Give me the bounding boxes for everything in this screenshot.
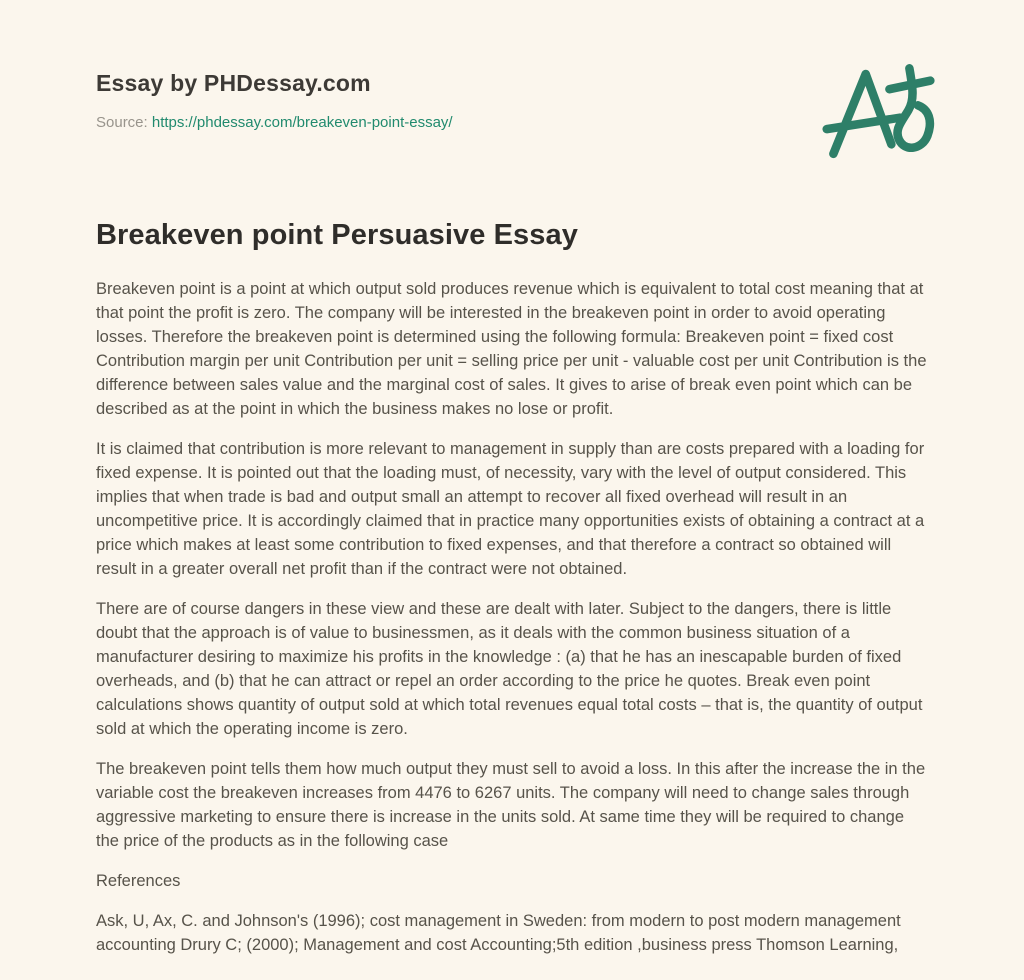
site-title: Essay by PHDessay.com xyxy=(96,70,371,96)
references-paragraph: Ask, U, Ax, C. and Johnson's (1996); cost management in Sweden: from modern to post modern management accounting Drury C; (2000); Management and cost Accounting;5th edition ,business press Thomson Learning, xyxy=(96,912,901,954)
references-heading: References xyxy=(96,872,181,890)
essay-body xyxy=(96,277,928,957)
a-plus-logo-icon xyxy=(822,62,936,162)
source-line xyxy=(96,114,928,131)
essay-paragraph: There are of course dangers in these view and these are dealt with later. Subject to the dangers, there is little doubt that the approach is of value to businessmen, as it deals with the common business situation of a manufacturer desiring to maximize his profits in the knowledge : (a) that he has an inescapable burden of fixed overheads, and (b) that he can attract or repel an order according to the price he quotes. Break even point calculations shows quantity of output sold at which total revenues equal total costs – that is, the quantity of output sold at which the operating income is zero. xyxy=(96,600,923,738)
source-label: Source: xyxy=(96,114,148,131)
essay-paragraph: It is claimed that contribution is more relevant to management in supply than are costs prepared with a loading for fixed expense. It is pointed out that the loading must, of necessity, vary with the level of output considered. This implies that when trade is bad and output small an attempt to recover all fixed overhead will result in an uncompetitive price. It is accordingly claimed that in practice many opportunities exists of obtaining a contract at a price which makes at least some contribution to fixed expenses, and that therefore a contract so obtained will result in a greater overall net profit than if the contract were not obtained. xyxy=(96,440,925,578)
essay-title: Breakeven point Persuasive Essay xyxy=(96,219,578,251)
source-url-link[interactable]: https://phdessay.com/breakeven-point-essay/ xyxy=(151,114,453,131)
essay-paragraph: The breakeven point tells them how much output they must sell to avoid a loss. In this after the increase the in the variable cost the breakeven increases from 4476 to 6267 units. The company will need to change sales through aggressive marketing to ensure there is increase in the units sold. At same time they will be required to change the price of the products as in the following case xyxy=(96,760,926,850)
essay-paragraph: Breakeven point is a point at which output sold produces revenue which is equivalent to total cost meaning that at that point the profit is zero. The company will be interested in the breakeven point in order to avoid operating losses. Therefore the breakeven point is determined using the following formula: Breakeven point = fixed cost Contribution margin per unit Contribution per unit = selling price per unit - valuable cost per unit Contribution is the difference between sales value and the marginal cost of sales. It gives to arise of break even point which can be described as at the point in which the business makes no lose or profit. xyxy=(96,280,927,418)
